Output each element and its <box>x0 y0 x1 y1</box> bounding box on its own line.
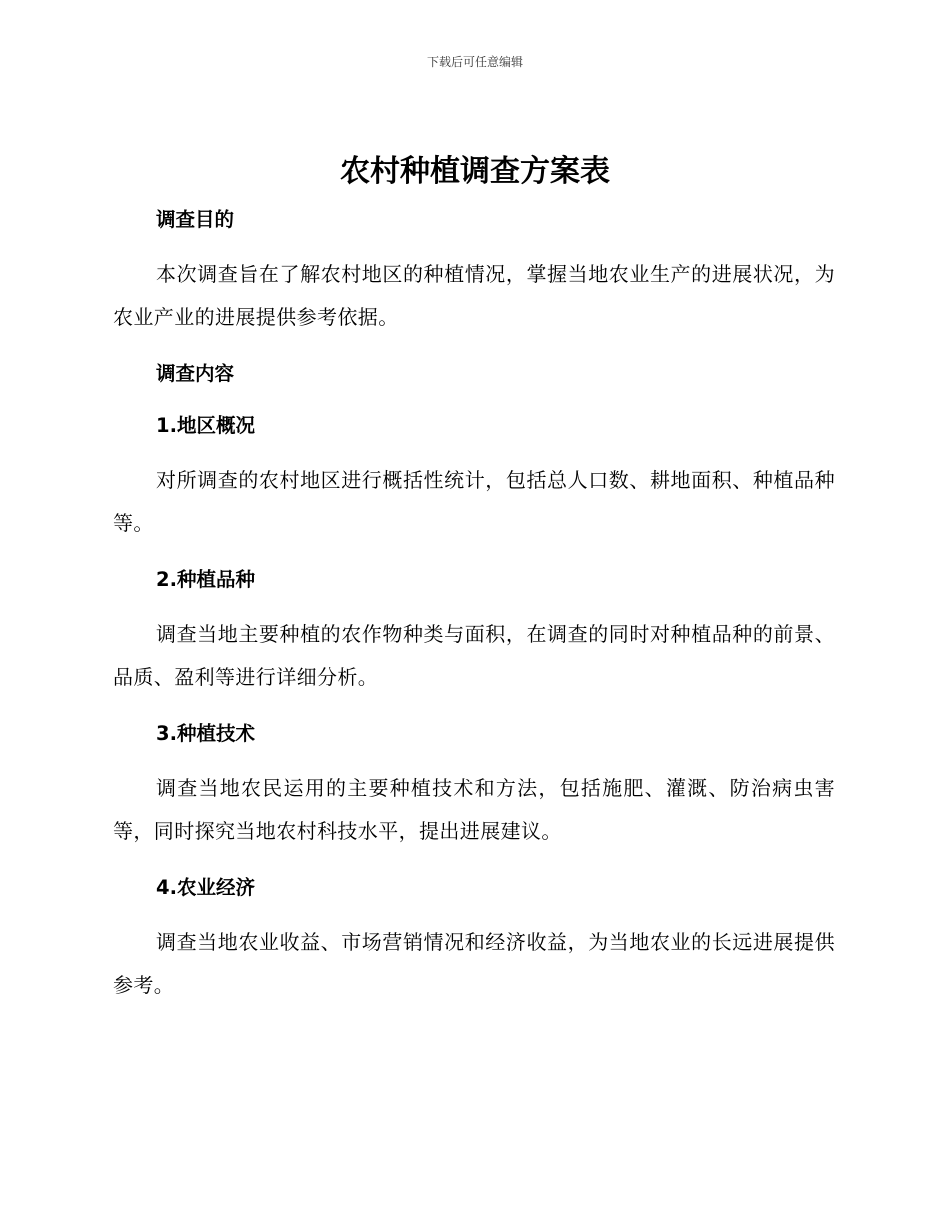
section-paragraph-purpose: 本次调查旨在了解农村地区的种植情况，掌握当地农业生产的进展状况，为农业产业的进展提供参考依据。 <box>113 262 835 329</box>
section-heading-content: 调查内容 <box>156 362 235 385</box>
page-header-note: 下载后可任意编辑 <box>426 55 523 69</box>
document-body <box>113 203 835 1007</box>
section-paragraph-technology: 调查当地农民运用的主要种植技术和方法，包括施肥、灌溉、防治病虫害等，同时探究当地农村科技水平，提出进展建议。 <box>113 776 835 843</box>
section-heading-varieties: 2.种植品种 <box>156 568 255 591</box>
section-heading-purpose: 调查目的 <box>156 208 235 231</box>
section-heading-region: 1.地区概况 <box>156 414 255 437</box>
section-heading-economy: 4.农业经济 <box>156 876 255 899</box>
section-paragraph-region: 对所调查的农村地区进行概括性统计，包括总人口数、耕地面积、种植品种等。 <box>113 468 835 535</box>
section-paragraph-economy: 调查当地农业收益、市场营销情况和经济收益，为当地农业的长远进展提供参考。 <box>113 930 835 997</box>
section-heading-technology: 3.种植技术 <box>156 722 255 745</box>
section-paragraph-varieties: 调查当地主要种植的农作物种类与面积，在调查的同时对种植品种的前景、品质、盈利等进行详细分析。 <box>113 622 835 689</box>
document-title: 农村种植调查方案表 <box>340 154 610 189</box>
